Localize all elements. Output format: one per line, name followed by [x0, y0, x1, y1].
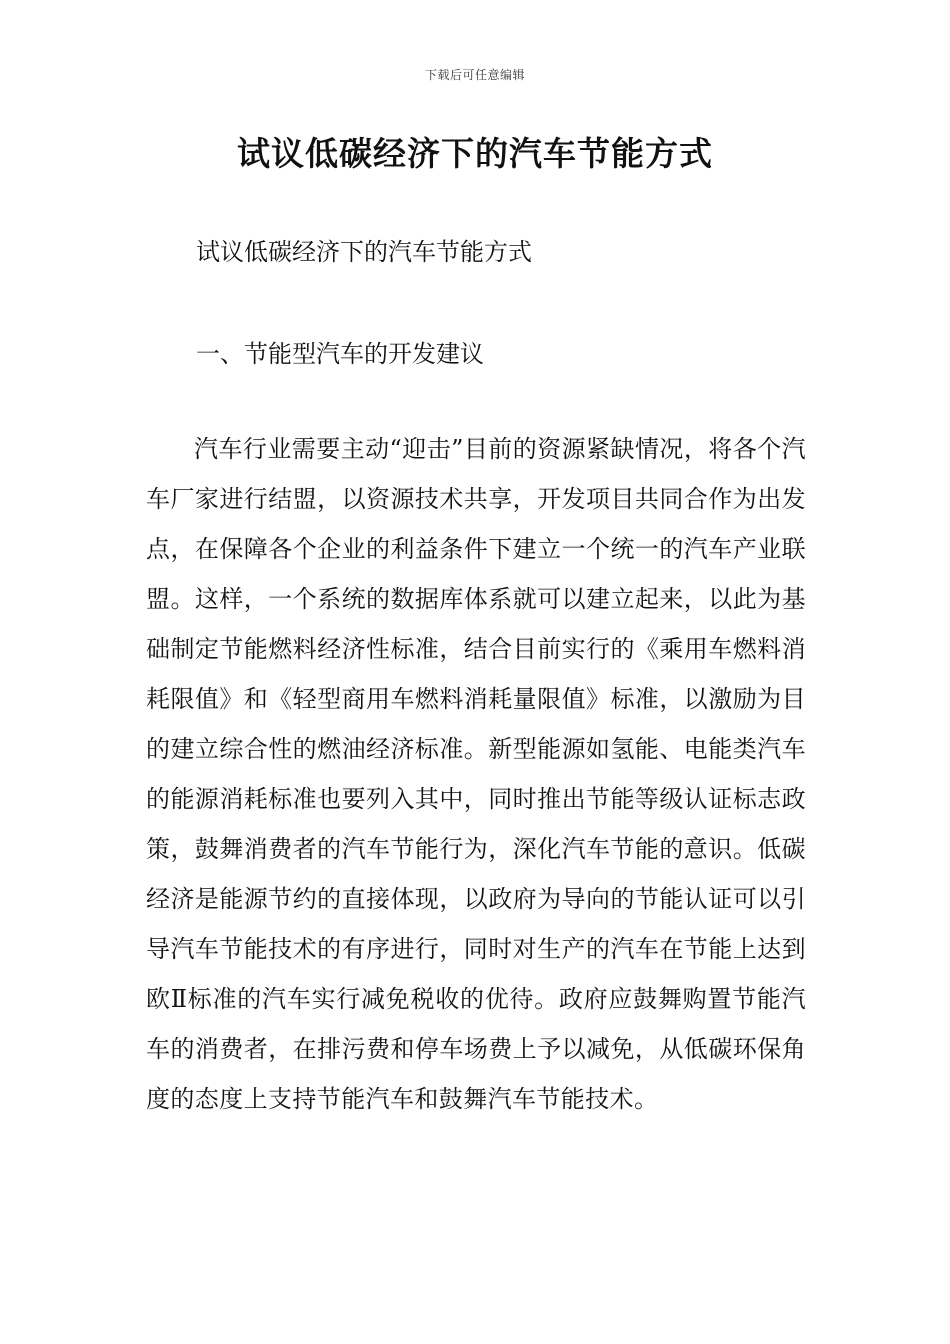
- header-note: 下载后可任意编辑: [424, 68, 525, 82]
- document-subtitle: 试议低碳经济下的汽车节能方式: [196, 238, 532, 266]
- body-paragraph: 汽车行业需要主动“迎击”目前的资源紧缺情况，将各个汽车厂家进行结盟，以资源技术共享，开发项目共同合作为出发点，在保障各个企业的利益条件下建立一个统一的汽车产业联盟。这样，一个系统的数据库体系就可以建立起来，以此为基础制定节能燃料经济性标准，结合目前实行的《乘用车燃料消耗限值》和《轻型商用车燃料消耗量限值》标准，以激励为目的建立综合性的燃油经济标准。新型能源如氢能、电能类汽车的能源消耗标准也要列入其中，同时推出节能等级认证标志政策，鼓舞消费者的汽车节能行为，深化汽车节能的意识。低碳经济是能源节约的直接体现，以政府为导向的节能认证可以引导汽车节能技术的有序进行，同时对生产的汽车在节能上达到欧Ⅱ标准的汽车实行减免税收的优待。政府应鼓舞购置节能汽车的消费者，在排污费和停车场费上予以减免，从低碳环保角度的态度上支持节能汽车和鼓舞汽车节能技术。: [146, 435, 806, 1113]
- section-heading: 一、节能型汽车的开发建议: [196, 340, 484, 368]
- document-title: 试议低碳经济下的汽车节能方式: [237, 134, 713, 173]
